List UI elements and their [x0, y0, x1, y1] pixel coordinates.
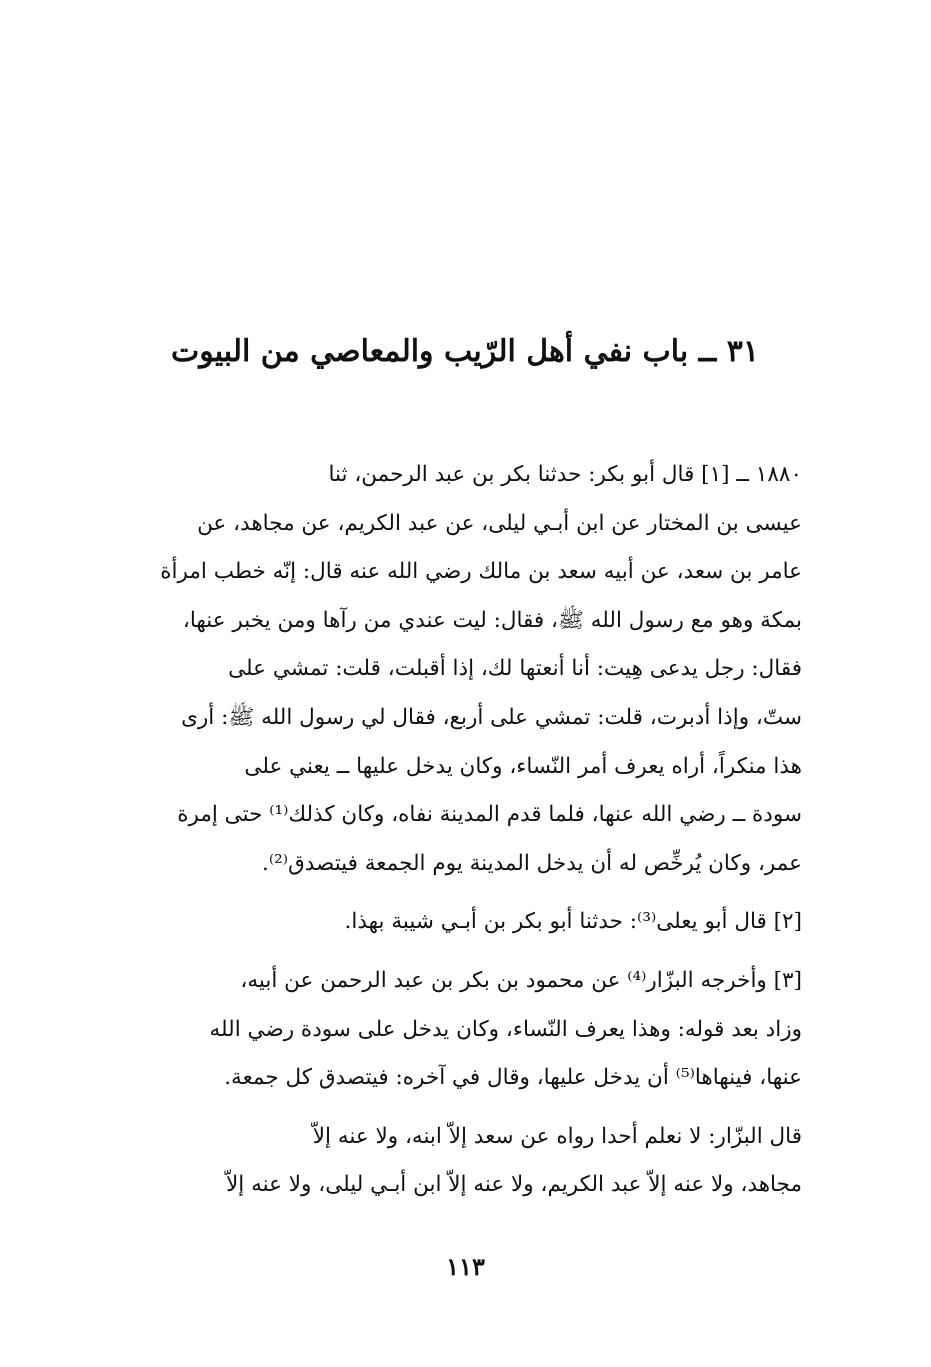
text-line: فقال: رجل يدعى هِيت: أنا أنعتها لك، إذا أقبلت، قلت: تمشي على [228, 656, 802, 682]
text-line: ١٨٨٠ ــ [١] قال أبو بكر: حدثنا بكر بن عبد الرحمن، ثنا [328, 462, 802, 487]
text-line: ستّ، وإذا أدبرت، قلت: تمشي على أربع، فقال لي رسول الله ﷺ: أرى [181, 704, 802, 730]
text-line: عنها، فينهاها⁽⁵⁾ أن يدخل عليها، وقال في آخره: فيتصدق كل جمعة. [224, 1065, 802, 1091]
text-line: [٢] قال أبو يعلى⁽³⁾: حدثنا أبو بكر بن أبـي شيبة بهذا. [344, 909, 802, 935]
text-line: عيسى بن المختار عن ابن أبـي ليلى، عن عبد الكريم، عن مجاهد، عن [197, 510, 802, 536]
text-line: هذا منكراً، أراه يعرف أمر النّساء، وكان يدخل عليها ــ يعني على [244, 753, 802, 779]
hadith-paragraph-1880 [106, 451, 832, 888]
text-line: وزاد بعد قوله: وهذا يعرف النّساء، وكان يدخل على سودة رضي الله [209, 1016, 802, 1042]
text-line: قال البزّار: لا نعلم أحدا رواه عن سعد إلاّ ابنه، ولا عنه إلاّ [312, 1123, 802, 1149]
text-line: بمكة وهو مع رسول الله ﷺ، فقال: ليت عندي من رآها ومن يخبر عنها، [182, 607, 802, 633]
paragraph-bazzar-comment [106, 1113, 832, 1210]
chapter-title: ٣١ ــ باب نفي أهل الرّيب والمعاصي من البيوت [171, 334, 759, 369]
text-line: سودة ــ رضي الله عنها، فلما قدم المدينة نفاه، وكان كذلك⁽¹⁾ حتى إمرة [177, 802, 802, 828]
text-line: [٣] وأخرجه البزّار⁽⁴⁾ عن محمود بن بكر بن عبد الرحمن عن أبيه، [240, 967, 802, 993]
page-number: ١١٣ [446, 1252, 485, 1281]
text-line: مجاهد، ولا عنه إلاّ عبد الكريم، ولا عنه إلاّ ابن أبـي ليلى، ولا عنه إلاّ [226, 1172, 802, 1198]
paragraph-bazzar [106, 957, 832, 1103]
text-line: عمر، وكان يُرخِّص له أن يدخل المدينة يوم الجمعة فيتصدق⁽²⁾. [262, 850, 802, 876]
body-text [106, 451, 832, 1210]
text-line: عامر بن سعد، عن أبيه سعد بن مالك رضي الله عنه قال: إنّه خطب امرأة [160, 559, 802, 585]
paragraph-abu-yala [106, 898, 832, 947]
